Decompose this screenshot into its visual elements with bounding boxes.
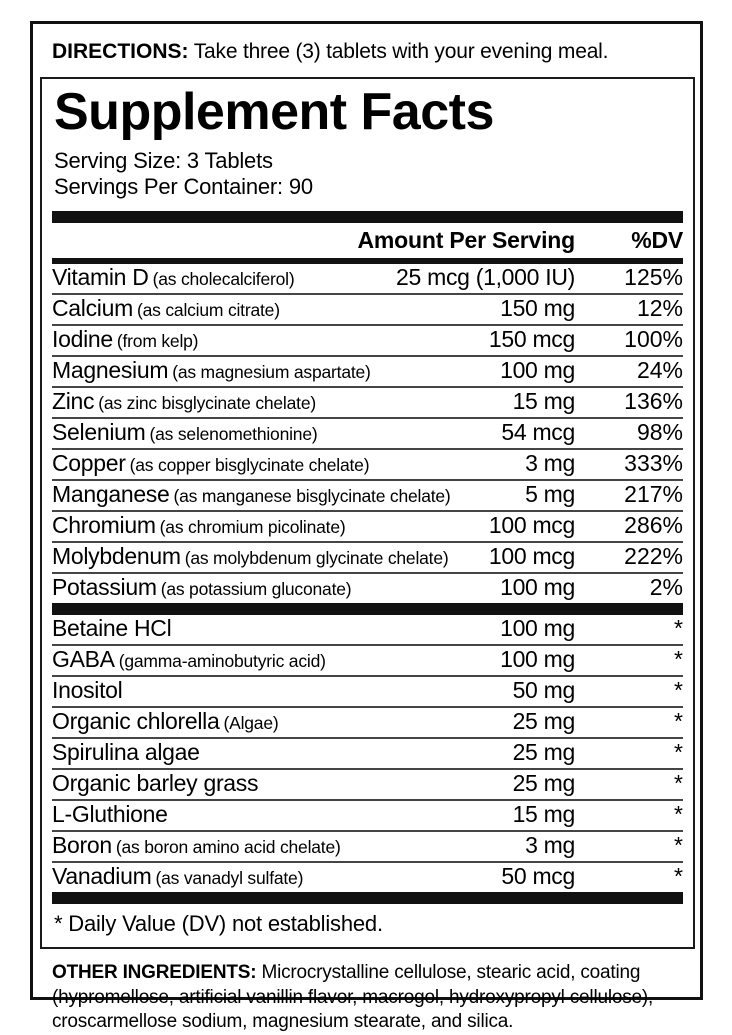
nutrient-dv: *	[674, 832, 683, 859]
nutrient-amount: 100 mcg	[488, 512, 575, 539]
nutrient-row	[52, 388, 683, 419]
nutrient-name: Selenium	[52, 419, 146, 446]
nutrient-name-cell	[52, 575, 500, 601]
nutrient-detail: (as molybdenum glycinate chelate)	[184, 548, 449, 569]
nutrient-dv: 100%	[624, 326, 683, 353]
nutrient-name-cell	[52, 358, 500, 384]
nutrient-detail: (as chromium picolinate)	[159, 517, 346, 538]
nutrient-amount: 25 mcg (1,000 IU)	[396, 264, 575, 291]
vitamins-minerals-section	[52, 264, 683, 603]
nutrient-name-cell	[52, 451, 525, 477]
nutrient-dv: 136%	[624, 388, 683, 415]
nutrient-detail: (as zinc bisglycinate chelate)	[98, 393, 316, 414]
directions	[33, 24, 700, 77]
nutrient-dv: *	[674, 739, 683, 766]
directions-label: DIRECTIONS:	[52, 40, 189, 63]
nutrient-row	[52, 770, 683, 801]
nutrient-detail: (gamma-aminobutyric acid)	[118, 651, 326, 672]
supplement-facts-panel	[40, 77, 695, 949]
nutrient-name: Manganese	[52, 481, 170, 508]
nutrient-dv: 98%	[636, 419, 683, 446]
nutrient-name-cell	[52, 802, 513, 828]
nutrient-row	[52, 615, 683, 646]
nutrient-detail: (as selenomethionine)	[149, 424, 318, 445]
nutrient-name-cell	[52, 740, 513, 766]
nutrient-row	[52, 832, 683, 863]
nutrient-name-cell	[52, 265, 396, 291]
nutrient-detail: (from kelp)	[116, 331, 199, 352]
nutrient-row	[52, 481, 683, 512]
nutrient-name-cell	[52, 647, 500, 673]
label-outer-box	[30, 21, 703, 1033]
servings-per-container: Servings Per Container: 90	[54, 174, 313, 200]
nutrient-amount: 100 mg	[500, 615, 575, 642]
nutrient-amount: 25 mg	[512, 770, 575, 797]
nutrient-name: L-Gluthione	[52, 801, 168, 828]
nutrient-name-cell	[52, 296, 500, 322]
nutrient-amount: 150 mcg	[488, 326, 575, 353]
nutrient-name: Zinc	[52, 388, 95, 415]
nutrient-amount: 25 mg	[512, 739, 575, 766]
nutrient-amount: 50 mg	[512, 677, 575, 704]
nutrient-row	[52, 677, 683, 708]
nutrient-amount: 15 mg	[512, 801, 575, 828]
nutrient-dv: 222%	[624, 543, 683, 570]
nutrient-name-cell	[52, 616, 500, 642]
nutrient-detail: (as magnesium aspartate)	[172, 362, 371, 383]
nutrient-detail: (as calcium citrate)	[136, 300, 280, 321]
nutrient-name-cell	[52, 833, 525, 859]
nutrient-dv: 12%	[636, 295, 683, 322]
nutrient-name: Calcium	[52, 295, 133, 322]
nutrient-amount: 15 mg	[512, 388, 575, 415]
column-header-dv: %DV	[631, 227, 683, 254]
nutrient-row	[52, 739, 683, 770]
nutrient-name-cell	[52, 864, 501, 890]
nutrient-amount: 54 mcg	[501, 419, 575, 446]
nutrient-dv: *	[674, 615, 683, 642]
nutrient-amount: 3 mg	[525, 832, 575, 859]
nutrient-name-cell	[52, 709, 513, 735]
other-ingredients-text: Microcrystalline cellulose, stearic acid, coating (hypromellose, artificial vanillin flavor, macrogol, hydroxypropyl cellulose), croscarmellose sodium, magnesium stearate, and silica.	[52, 962, 654, 1033]
nutrient-name-cell	[52, 327, 489, 353]
nutrient-row	[52, 512, 683, 543]
nutrient-amount: 25 mg	[512, 708, 575, 735]
nutrient-amount: 100 mg	[500, 357, 575, 384]
panel-title: Supplement Facts	[54, 83, 494, 142]
nutrient-row	[52, 326, 683, 357]
nutrient-dv: *	[674, 677, 683, 704]
nutrient-name-cell	[52, 771, 513, 797]
nutrient-name-cell	[52, 544, 489, 570]
nutrient-name: Potassium	[52, 574, 157, 601]
nutrient-dv: *	[674, 801, 683, 828]
nutrient-row	[52, 450, 683, 481]
nutrient-row	[52, 543, 683, 574]
nutrient-row	[52, 295, 683, 326]
nutrient-name: Copper	[52, 450, 126, 477]
divider-bar-bottom	[52, 892, 683, 904]
nutrient-detail: (as cholecalciferol)	[152, 269, 295, 290]
nutrient-dv: 286%	[624, 512, 683, 539]
nutrient-amount: 100 mcg	[488, 543, 575, 570]
nutrient-row	[52, 646, 683, 677]
other-actives-section	[52, 615, 683, 892]
nutrient-dv: *	[674, 646, 683, 673]
nutrient-name: Molybdenum	[52, 543, 181, 570]
nutrient-detail: (as vanadyl sulfate)	[155, 868, 304, 889]
column-header-amount: Amount Per Serving	[357, 227, 575, 254]
nutrient-row	[52, 419, 683, 450]
nutrient-dv: 217%	[624, 481, 683, 508]
nutrient-amount: 100 mg	[500, 574, 575, 601]
nutrient-detail: (Algae)	[223, 713, 279, 734]
nutrient-name: GABA	[52, 646, 115, 673]
nutrient-dv: 24%	[636, 357, 683, 384]
nutrient-name-cell	[52, 420, 501, 446]
nutrient-name: Organic barley grass	[52, 770, 259, 797]
nutrient-name: Spirulina algae	[52, 739, 200, 766]
nutrient-name-cell	[52, 678, 513, 704]
nutrient-detail: (as potassium gluconate)	[160, 579, 352, 600]
footnote: * Daily Value (DV) not established.	[54, 911, 383, 937]
section-divider-bar	[52, 603, 683, 615]
nutrient-dv: *	[674, 708, 683, 735]
nutrient-name: Iodine	[52, 326, 113, 353]
nutrient-name: Magnesium	[52, 357, 169, 384]
column-header-row	[52, 223, 683, 258]
nutrient-dv: *	[674, 770, 683, 797]
nutrient-amount: 50 mcg	[501, 863, 575, 890]
nutrient-row	[52, 357, 683, 388]
nutrient-name: Chromium	[52, 512, 156, 539]
nutrient-row	[52, 574, 683, 603]
nutrient-name: Vitamin D	[52, 264, 149, 291]
directions-text: Take three (3) tablets with your evening meal.	[188, 40, 609, 63]
nutrient-amount: 3 mg	[525, 450, 575, 477]
other-ingredients-label: OTHER INGREDIENTS:	[52, 962, 257, 984]
nutrient-name: Boron	[52, 832, 112, 859]
serving-size: Serving Size: 3 Tablets	[54, 148, 273, 174]
nutrient-detail: (as boron amino acid chelate)	[115, 837, 341, 858]
nutrient-name: Vanadium	[52, 863, 152, 890]
nutrient-dv: 2%	[649, 574, 683, 601]
nutrient-detail: (as manganese bisglycinate chelate)	[173, 486, 451, 507]
divider-bar-thick	[52, 211, 683, 223]
nutrient-dv: 125%	[624, 264, 683, 291]
nutrient-dv: *	[674, 863, 683, 890]
nutrient-name-cell	[52, 389, 513, 415]
nutrient-row	[52, 708, 683, 739]
nutrient-row	[52, 801, 683, 832]
nutrient-amount: 5 mg	[525, 481, 575, 508]
nutrient-name-cell	[52, 482, 525, 508]
nutrient-name: Organic chlorella	[52, 708, 220, 735]
nutrient-row	[52, 264, 683, 295]
nutrient-dv: 333%	[624, 450, 683, 477]
nutrient-detail: (as copper bisglycinate chelate)	[129, 455, 370, 476]
nutrient-name: Inositol	[52, 677, 123, 704]
nutrient-amount: 150 mg	[500, 295, 575, 322]
nutrient-name: Betaine HCl	[52, 615, 172, 642]
nutrient-row	[52, 863, 683, 892]
nutrient-amount: 100 mg	[500, 646, 575, 673]
nutrient-name-cell	[52, 513, 489, 539]
